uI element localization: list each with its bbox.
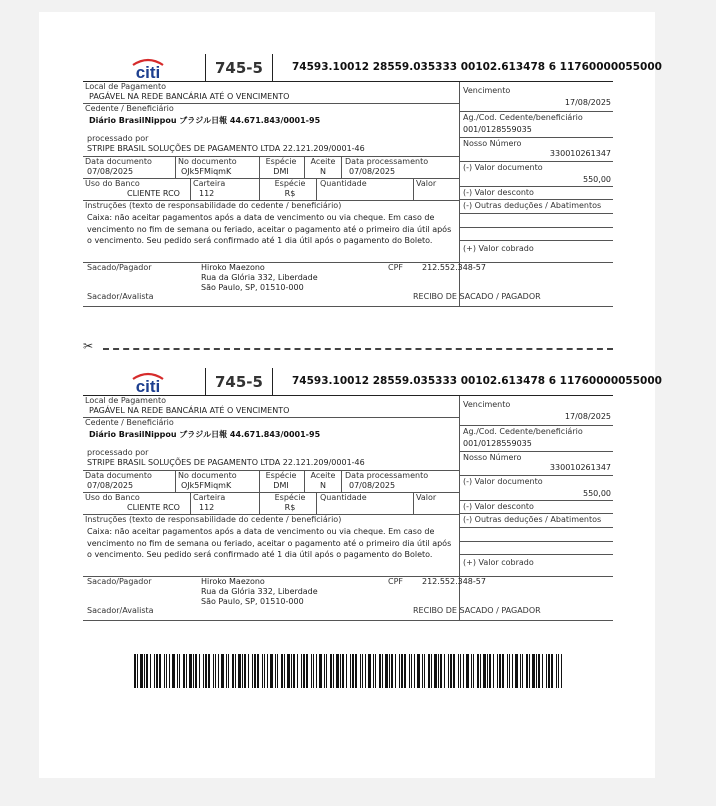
valor-documento-label: (-) Valor documento [463,163,543,172]
aceite-value: N [320,481,326,490]
recibo-label: RECIBO DE SACADO / PAGADOR [413,606,541,615]
carteira-value: 112 [199,189,215,198]
processado-value: STRIPE BRASIL SOLUÇÕES DE PAGAMENTO LTDA 22.121.209/0001-46 [87,144,365,153]
bank-code: 745-5 [205,368,273,396]
carteira-label: Carteira [193,493,226,502]
quantidade-label: Quantidade [320,493,367,502]
nosso-numero-value: 330010261347 [549,463,611,472]
processado-label: processado por [87,448,149,457]
sacado-cidade: São Paulo, SP, 01510-000 [201,283,304,292]
data-processamento-value: 07/08/2025 [349,481,396,490]
avalista-label: Sacador/Avalista [87,292,154,301]
nosso-numero-label: Nosso Número [463,453,522,462]
sacado-nome: Hiroko Maezono [201,577,265,586]
boleto-body [83,396,613,622]
local-pagamento-value: PAGÁVEL NA REDE BANCÁRIA ATÉ O VENCIMENTO [89,406,290,415]
cedente-value: Diário BrasilNippou ブラジル日報 44.671.843/0001-95 [89,116,321,125]
carteira-label: Carteira [193,179,226,188]
especie-value: R$ [284,189,296,198]
digitable-line: 74593.10012 28559.035333 00102.613478 6 11760000055000 [292,375,662,387]
sacado-label: Sacado/Pagador [87,263,152,272]
sacado-cidade: São Paulo, SP, 01510-000 [201,597,304,606]
vencimento-label: Vencimento [463,86,511,95]
especie-doc-value: DMI [273,481,289,490]
cpf-label: CPF [388,577,404,586]
no-documento-value: OJk5FMiqmK [181,481,232,490]
carteira-value: 112 [199,503,215,512]
data-documento-value: 07/08/2025 [87,167,134,176]
instrucoes-label: Instruções (texto de responsabilidade do cedente / beneficiário) [85,515,342,524]
boleto-payment-slip [83,368,662,622]
data-documento-value: 07/08/2025 [87,481,134,490]
local-pagamento-label: Local de Pagamento [85,396,166,405]
valor-label: Valor [416,179,437,188]
svg-text:citi: citi [135,377,161,394]
especie-doc-label: Espécie [265,157,297,166]
outras-deducoes-label: (-) Outras deduções / Abatimentos [463,515,602,524]
uso-banco-label: Uso do Banco [85,493,140,502]
processado-label: processado por [87,134,149,143]
nosso-numero-value: 330010261347 [549,149,611,158]
agencia-label: Ag./Cod. Cedente/beneficiário [463,113,583,122]
citi-logo [125,56,171,80]
uso-banco-label: Uso do Banco [85,179,140,188]
data-processamento-value: 07/08/2025 [349,167,396,176]
especie-doc-value: DMI [273,167,289,176]
svg-text:citi: citi [135,63,161,80]
valor-documento-value: 550,00 [583,175,611,184]
instrucoes-text: Caixa: não aceitar pagamentos após a data de vencimento ou via cheque. Em caso de vencimento no fim de semana ou feriado, aceitar o pagamento até o primeiro dia útil após o vencimento. Seu pedido será confirmado até 1 dia útil após o pagamento do Boleto. [87,213,452,245]
barcode-icon [134,654,562,688]
especie-value: R$ [284,503,296,512]
bank-code: 745-5 [205,54,273,82]
no-documento-label: No documento [178,471,237,480]
aceite-value: N [320,167,326,176]
valor-desconto-label: (-) Valor desconto [463,502,534,511]
valor-label: Valor [416,493,437,502]
boleto-header [83,54,662,82]
sacado-endereco: Rua da Glória 332, Liberdade [201,273,318,282]
especie-label: Espécie [274,493,306,502]
especie-label: Espécie [274,179,306,188]
nosso-numero-label: Nosso Número [463,139,522,148]
valor-documento-label: (-) Valor documento [463,477,543,486]
cedente-label: Cedente / Beneficiário [85,104,174,113]
sacado-endereco: Rua da Glória 332, Liberdade [201,587,318,596]
uso-banco-value: CLIENTE RCO [127,189,180,198]
cedente-value: Diário BrasilNippou ブラジル日報 44.671.843/0001-95 [89,430,321,439]
cpf-label: CPF [388,263,404,272]
citi-logo [125,370,171,394]
no-documento-label: No documento [178,157,237,166]
cpf-value: 212.552.348-57 [422,577,486,586]
vencimento-value: 17/08/2025 [564,98,611,107]
agencia-value: 001/0128559035 [463,125,532,134]
valor-cobrado-label: (+) Valor cobrado [463,244,534,253]
sacado-label: Sacado/Pagador [87,577,152,586]
vencimento-value: 17/08/2025 [564,412,611,421]
cut-line [83,339,613,353]
valor-desconto-label: (-) Valor desconto [463,188,534,197]
valor-cobrado-label: (+) Valor cobrado [463,558,534,567]
data-processamento-label: Data processamento [345,471,429,480]
data-processamento-label: Data processamento [345,157,429,166]
scissors-icon: ✂ [83,339,94,353]
outras-deducoes-label: (-) Outras deduções / Abatimentos [463,201,602,210]
especie-doc-label: Espécie [265,471,297,480]
data-documento-label: Data documento [85,471,152,480]
aceite-label: Aceite [310,471,336,480]
uso-banco-value: CLIENTE RCO [127,503,180,512]
instrucoes-label: Instruções (texto de responsabilidade do cedente / beneficiário) [85,201,342,210]
valor-documento-value: 550,00 [583,489,611,498]
no-documento-value: OJk5FMiqmK [181,167,232,176]
boleto-body [83,82,613,308]
instrucoes-text: Caixa: não aceitar pagamentos após a data de vencimento ou via cheque. Em caso de vencimento no fim de semana ou feriado, aceitar o pagamento até o primeiro dia útil após o vencimento. Seu pedido será confirmado até 1 dia útil após o pagamento do Boleto. [87,527,452,559]
digitable-line: 74593.10012 28559.035333 00102.613478 6 11760000055000 [292,61,662,73]
local-pagamento-value: PAGÁVEL NA REDE BANCÁRIA ATÉ O VENCIMENTO [89,92,290,101]
sacado-nome: Hiroko Maezono [201,263,265,272]
processado-value: STRIPE BRASIL SOLUÇÕES DE PAGAMENTO LTDA 22.121.209/0001-46 [87,458,365,467]
data-documento-label: Data documento [85,157,152,166]
boleto-receipt [83,54,662,308]
aceite-label: Aceite [310,157,336,166]
vencimento-label: Vencimento [463,400,511,409]
recibo-label: RECIBO DE SACADO / PAGADOR [413,292,541,301]
agencia-label: Ag./Cod. Cedente/beneficiário [463,427,583,436]
cedente-label: Cedente / Beneficiário [85,418,174,427]
agencia-value: 001/0128559035 [463,439,532,448]
boleto-header [83,368,662,396]
cpf-value: 212.552.348-57 [422,263,486,272]
avalista-label: Sacador/Avalista [87,606,154,615]
local-pagamento-label: Local de Pagamento [85,82,166,91]
quantidade-label: Quantidade [320,179,367,188]
